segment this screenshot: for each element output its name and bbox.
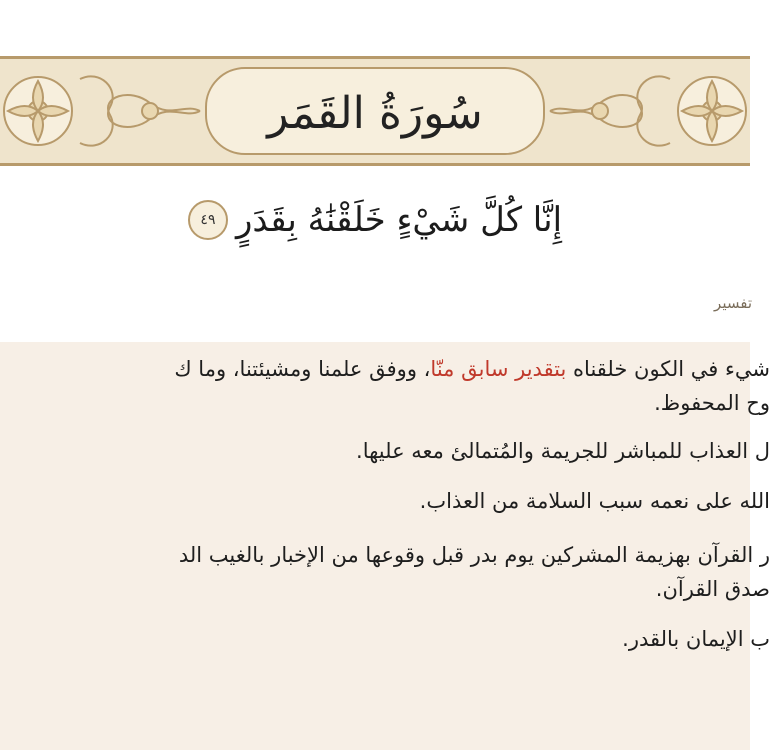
lessons-panel: [0, 342, 770, 750]
lesson-item: الله على نعمه سبب السلامة من العذاب.: [419, 489, 770, 513]
floral-ornament-left-icon: [0, 59, 205, 163]
verse-line: [0, 190, 750, 250]
lesson-item: ب الإيمان بالقدر.: [622, 627, 770, 651]
floral-ornament-right-icon: [545, 59, 750, 163]
surah-header-frame: [0, 56, 750, 166]
lesson-item: ر القرآن بهزيمة المشركين يوم بدر قبل وقوعها من الإخبار بالغيب الد: [178, 543, 770, 567]
surah-title: سُورَةُ القَمَر: [267, 87, 483, 139]
verse-number-badge: ٤٩: [188, 200, 228, 240]
highlighted-phrase: بتقدير سابق منّا: [430, 357, 567, 381]
lesson-item-continuation: صدق القرآن.: [655, 577, 770, 601]
lesson-item-continuation: وح المحفوظ.: [654, 391, 770, 415]
top-bar: [0, 0, 750, 56]
lesson-item: شيء في الكون خلقناه بتقدير سابق منّا، ووفق علمنا ومشيئتنا، وما ك: [174, 357, 770, 381]
lesson-item: ل العذاب للمباشر للجريمة والمُتمالئ معه عليها.: [356, 439, 770, 463]
tafsir-tab[interactable]: تفسير: [714, 294, 752, 312]
verse-text: إِنَّا كُلَّ شَيْءٍ خَلَقْنَٰهُ بِقَدَرٍ: [235, 200, 563, 240]
